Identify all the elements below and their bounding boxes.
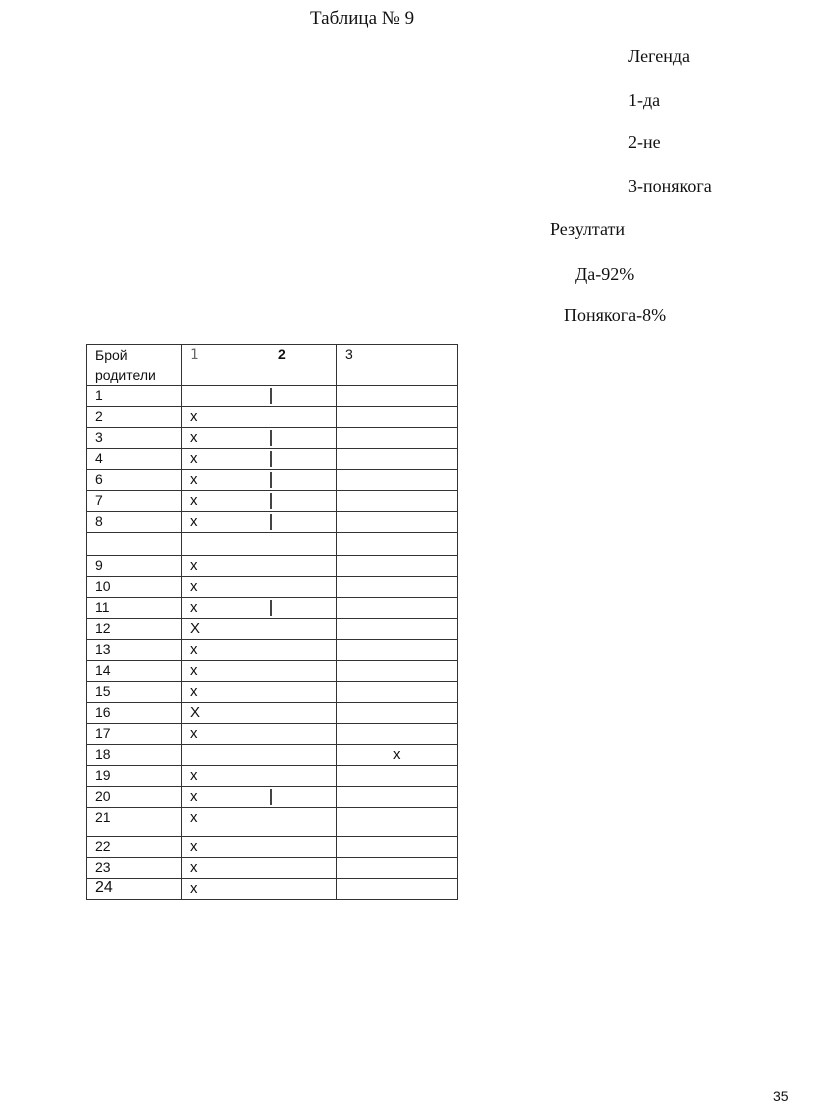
answer-mark <box>345 492 393 509</box>
result-yes: Да-92% <box>575 264 635 284</box>
answer-mark <box>345 620 393 637</box>
table-row <box>87 470 458 491</box>
answer-3-cell <box>337 745 458 766</box>
parent-number-cell: 7 <box>87 491 182 512</box>
parent-number-cell: 20 <box>87 787 182 808</box>
answer-3-cell <box>337 512 458 533</box>
legend-item-1: 1-да <box>628 90 661 110</box>
parent-number-cell: 17 <box>87 724 182 745</box>
answer-mark <box>345 557 393 574</box>
answer-mark: x <box>190 838 198 855</box>
answer-1-2-cell <box>182 533 337 556</box>
parent-number-cell: 14 <box>87 661 182 682</box>
answer-3-cell <box>337 724 458 745</box>
parent-number-cell: 16 <box>87 703 182 724</box>
answer-mark <box>345 578 393 595</box>
answer-mark: x <box>190 880 198 897</box>
answer-mark <box>345 788 393 805</box>
answer-3-cell <box>337 682 458 703</box>
result-sometimes: Понякога-8% <box>564 305 667 325</box>
table-row <box>87 661 458 682</box>
answer-3-cell <box>337 766 458 787</box>
answer-1-2-cell <box>182 598 337 619</box>
header-1: 1 <box>190 347 199 363</box>
answer-1-2-cell <box>182 682 337 703</box>
answer-mark: x <box>190 725 198 742</box>
answer-1-2-cell <box>182 512 337 533</box>
answer-3-cell <box>337 577 458 598</box>
answer-mark: x <box>190 557 198 574</box>
answer-mark <box>345 513 393 530</box>
table-title: Таблица № 9 <box>310 8 415 29</box>
answer-3-cell <box>337 787 458 808</box>
answer-mark <box>345 599 393 616</box>
answer-mark: x <box>190 513 198 530</box>
table-row <box>87 879 458 900</box>
table-row <box>87 766 458 787</box>
parent-number-cell: 10 <box>87 577 182 598</box>
answer-3-cell <box>337 556 458 577</box>
answer-mark: x <box>190 662 198 679</box>
parent-number-cell: 22 <box>87 837 182 858</box>
answer-3-cell <box>337 858 458 879</box>
table-row <box>87 837 458 858</box>
table-row <box>87 533 458 556</box>
answer-1-2-cell <box>182 703 337 724</box>
answer-mark <box>345 450 393 467</box>
answer-mark <box>345 662 393 679</box>
answer-3-cell <box>337 470 458 491</box>
table-row <box>87 577 458 598</box>
answer-mark: x <box>190 429 198 446</box>
answer-3-cell <box>337 619 458 640</box>
answer-mark <box>345 704 393 721</box>
page-number: 35 <box>773 1088 789 1104</box>
answer-1-2-cell <box>182 808 337 837</box>
survey-table <box>86 344 458 900</box>
answer-mark <box>345 880 393 897</box>
answer-3-cell <box>337 386 458 407</box>
answer-mark: x <box>190 788 198 805</box>
table-row <box>87 428 458 449</box>
header-parents: Брой родители <box>87 345 182 386</box>
parent-number-cell <box>87 533 182 556</box>
answer-3-cell <box>337 428 458 449</box>
answer-3-cell <box>337 879 458 900</box>
parent-number-cell: 18 <box>87 745 182 766</box>
results-heading: Резултати <box>550 219 626 239</box>
table-row <box>87 858 458 879</box>
table-row <box>87 640 458 661</box>
answer-1-2-cell <box>182 386 337 407</box>
answer-mark <box>345 809 393 826</box>
answer-mark: x <box>190 641 198 658</box>
parent-number-cell: 24 <box>87 879 182 900</box>
answer-mark <box>345 534 393 551</box>
answer-mark <box>345 859 393 876</box>
answer-3-cell <box>337 407 458 428</box>
answer-mark: x <box>190 471 198 488</box>
answer-mark <box>345 641 393 658</box>
answer-1-2-cell <box>182 428 337 449</box>
answer-mark: x <box>190 859 198 876</box>
parent-number-cell: 19 <box>87 766 182 787</box>
answer-mark: x <box>393 746 401 763</box>
answer-2-stroke <box>270 789 272 805</box>
answer-1-2-cell <box>182 491 337 512</box>
answer-1-2-cell <box>182 837 337 858</box>
legend-heading: Легенда <box>628 46 690 66</box>
header-3: 3 <box>337 345 458 386</box>
table-row <box>87 512 458 533</box>
answer-1-2-cell <box>182 407 337 428</box>
parent-number-cell: 15 <box>87 682 182 703</box>
answer-mark: x <box>190 599 198 616</box>
table-row <box>87 449 458 470</box>
parent-number-cell: 8 <box>87 512 182 533</box>
parent-number-cell: 23 <box>87 858 182 879</box>
answer-1-2-cell <box>182 787 337 808</box>
table-header-row <box>87 345 458 386</box>
answer-1-2-cell <box>182 661 337 682</box>
parent-number-cell: 12 <box>87 619 182 640</box>
answer-3-cell <box>337 837 458 858</box>
answer-3-cell <box>337 533 458 556</box>
parent-number-cell: 9 <box>87 556 182 577</box>
answer-1-2-cell <box>182 556 337 577</box>
table-row <box>87 682 458 703</box>
answer-2-stroke <box>270 514 272 530</box>
parent-number-cell: 13 <box>87 640 182 661</box>
answer-1-2-cell <box>182 766 337 787</box>
answer-mark: x <box>190 408 198 425</box>
table-row <box>87 808 458 837</box>
answer-1-2-cell <box>182 879 337 900</box>
parent-number-cell: 1 <box>87 386 182 407</box>
answer-1-2-cell <box>182 724 337 745</box>
answer-mark: x <box>190 578 198 595</box>
parent-number-cell: 2 <box>87 407 182 428</box>
header-answer-1-2 <box>182 345 337 386</box>
legend-item-3: 3-понякога <box>628 176 712 196</box>
answer-2-stroke <box>270 600 272 616</box>
answer-1-2-cell <box>182 449 337 470</box>
answer-1-2-cell <box>182 745 337 766</box>
answer-mark <box>345 429 393 446</box>
answer-2-stroke <box>270 451 272 467</box>
answer-mark <box>345 471 393 488</box>
answer-3-cell <box>337 808 458 837</box>
table-row <box>87 407 458 428</box>
table-row <box>87 386 458 407</box>
answer-1-2-cell <box>182 577 337 598</box>
table-row <box>87 619 458 640</box>
legend-item-2: 2-не <box>628 132 661 152</box>
answer-1-2-cell <box>182 470 337 491</box>
answer-2-stroke <box>270 388 272 404</box>
parent-number-cell: 6 <box>87 470 182 491</box>
answer-2-stroke <box>270 493 272 509</box>
answer-3-cell <box>337 598 458 619</box>
table-row <box>87 724 458 745</box>
answer-mark: x <box>190 767 198 784</box>
table-row <box>87 745 458 766</box>
answer-mark <box>345 408 393 425</box>
answer-1-2-cell <box>182 858 337 879</box>
answer-mark: X <box>190 704 201 721</box>
table-row <box>87 703 458 724</box>
answer-mark <box>345 725 393 742</box>
answer-mark <box>345 838 393 855</box>
answer-mark <box>345 387 393 404</box>
parent-number-cell: 3 <box>87 428 182 449</box>
answer-2-stroke <box>270 430 272 446</box>
answer-3-cell <box>337 491 458 512</box>
answer-mark <box>345 683 393 700</box>
parent-number-cell: 11 <box>87 598 182 619</box>
answer-1-2-cell <box>182 619 337 640</box>
answer-3-cell <box>337 449 458 470</box>
table-row <box>87 556 458 577</box>
answer-mark <box>345 767 393 784</box>
answer-mark: X <box>190 620 201 637</box>
parent-number-cell: 21 <box>87 808 182 837</box>
answer-mark: x <box>190 492 198 509</box>
answer-mark: x <box>190 450 198 467</box>
answer-mark: x <box>190 809 198 826</box>
answer-2-stroke <box>270 472 272 488</box>
answer-3-cell <box>337 661 458 682</box>
answer-3-cell <box>337 640 458 661</box>
header-2: 2 <box>278 346 286 362</box>
answer-mark: x <box>190 683 198 700</box>
answer-1-2-cell <box>182 640 337 661</box>
table-row <box>87 491 458 512</box>
parent-number-cell: 4 <box>87 449 182 470</box>
answer-3-cell <box>337 703 458 724</box>
table-row <box>87 787 458 808</box>
table-row <box>87 598 458 619</box>
